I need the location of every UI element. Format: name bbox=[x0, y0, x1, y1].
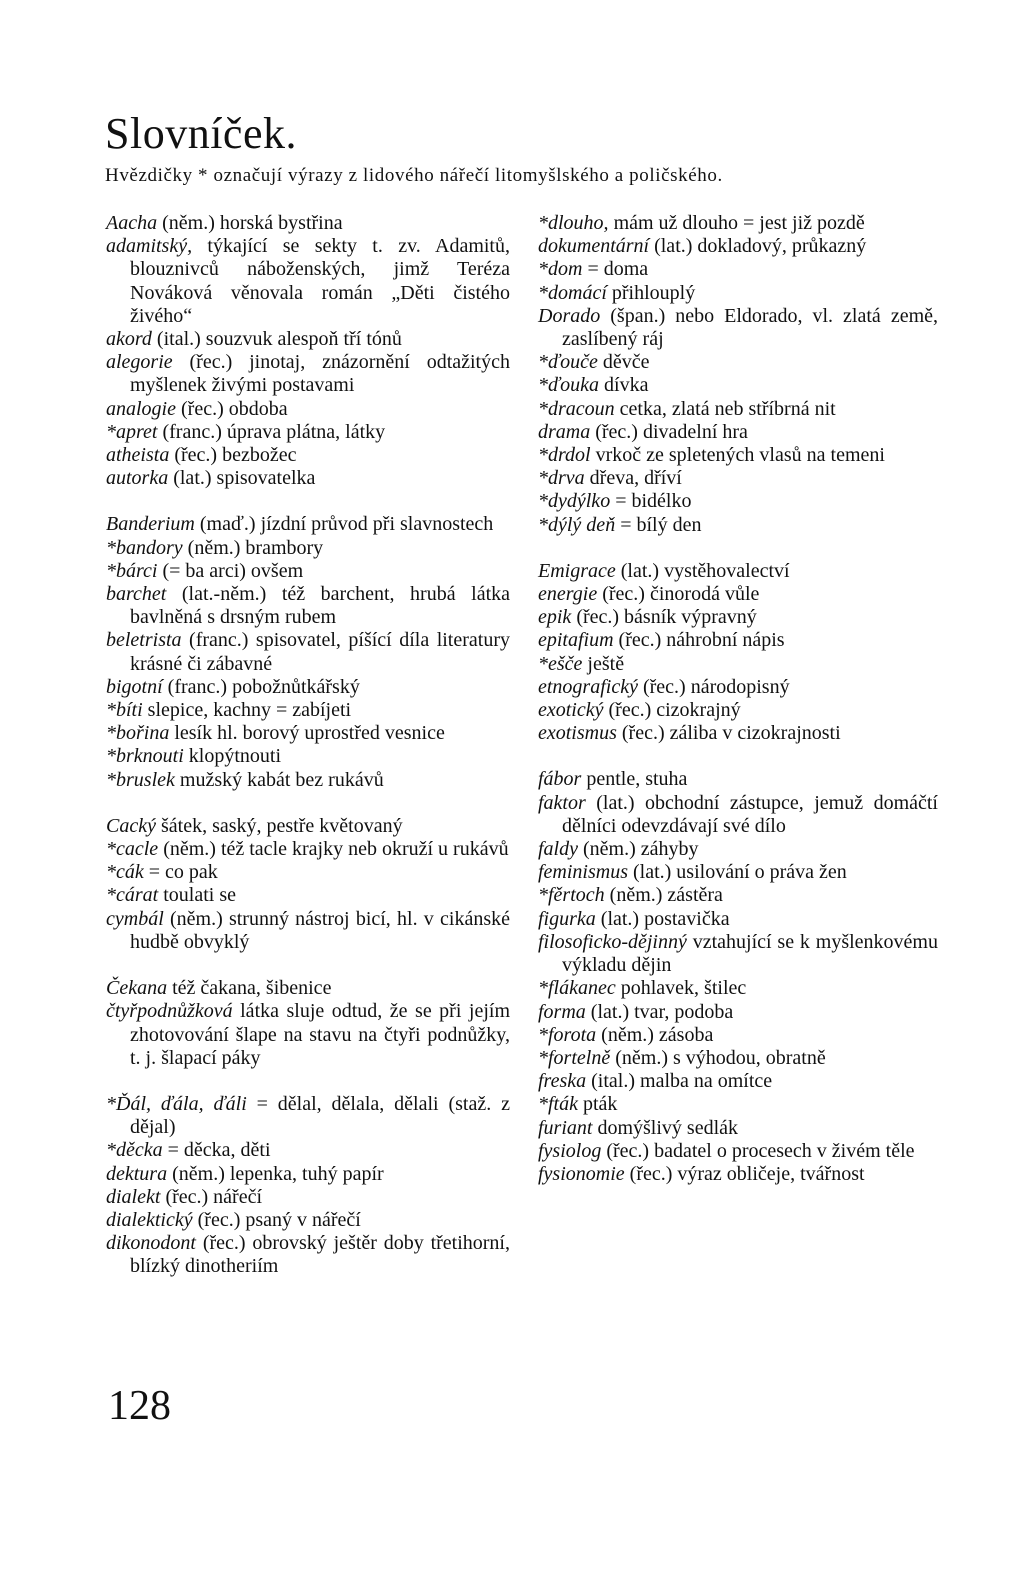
dictionary-entry bbox=[106, 908, 510, 954]
dictionary-entry bbox=[106, 1163, 510, 1186]
headword: *fěrtoch bbox=[538, 884, 605, 907]
dictionary-entry bbox=[106, 1186, 510, 1209]
definition: vztahující se k myšlenkovému výkladu dějin bbox=[562, 930, 938, 977]
headword: *dydýlko bbox=[538, 490, 611, 513]
headword: Cacký bbox=[106, 814, 156, 837]
definition: = dělal, dělala, dělali (staž. z dějal) bbox=[130, 1092, 510, 1139]
definition: dívka bbox=[599, 374, 649, 397]
entry-group bbox=[538, 560, 938, 746]
definition: pták bbox=[578, 1093, 618, 1116]
dictionary-entry bbox=[538, 1117, 938, 1140]
dictionary-entry bbox=[106, 328, 510, 351]
definition: toulati se bbox=[158, 884, 236, 907]
headword: *bořina bbox=[106, 722, 170, 745]
definition: ještě bbox=[582, 652, 625, 675]
headword: *dýlý deň bbox=[538, 513, 616, 536]
definition: (něm.) lepenka, tuhý papír bbox=[167, 1162, 384, 1185]
dictionary-entry bbox=[538, 374, 938, 397]
dictionary-entry bbox=[538, 421, 938, 444]
headword: *domácí bbox=[538, 281, 607, 304]
dictionary-entry bbox=[106, 676, 510, 699]
headword: Banderium bbox=[106, 513, 195, 536]
definition: (řec.) činorodá vůle bbox=[597, 583, 760, 606]
definition: dřeva, dříví bbox=[584, 467, 682, 490]
entry-group bbox=[538, 768, 938, 1186]
dictionary-entry bbox=[538, 884, 938, 907]
dictionary-entry bbox=[106, 235, 510, 328]
definition: (něm.) záhyby bbox=[578, 838, 699, 861]
dictionary-entry bbox=[538, 514, 938, 537]
dictionary-entry bbox=[106, 1139, 510, 1162]
definition: (lat.-něm.) též barchent, hrubá látka bavlněná s drsným rubem bbox=[130, 583, 510, 629]
definition: (řec.) bezbožec bbox=[169, 444, 297, 467]
definition: = bílý den bbox=[615, 513, 702, 536]
definition: (něm.) s výhodou, obratně bbox=[610, 1046, 826, 1069]
definition: (řec.) cizokrajný bbox=[603, 699, 741, 722]
dictionary-entry bbox=[106, 884, 510, 907]
headword: dikonodont bbox=[106, 1232, 196, 1255]
headword: feminismus bbox=[538, 861, 628, 884]
dictionary-entry bbox=[538, 1047, 938, 1070]
headword: barchet bbox=[106, 583, 167, 606]
definition: děvče bbox=[597, 351, 650, 374]
dictionary-entry bbox=[538, 676, 938, 699]
dictionary-entry bbox=[106, 722, 510, 745]
definition: mám už dlouho = jest již pozdě bbox=[608, 212, 865, 234]
entry-group bbox=[538, 212, 938, 537]
dictionary-entry bbox=[538, 838, 938, 861]
dictionary-entry bbox=[538, 282, 938, 305]
definition: = co pak bbox=[143, 861, 218, 884]
definition: (lat.) usilování o práva žen bbox=[628, 861, 847, 884]
headword: filosoficko-dějinný bbox=[538, 930, 687, 953]
dictionary-entry bbox=[106, 838, 510, 861]
headword: drama bbox=[538, 420, 591, 443]
dictionary-entry bbox=[106, 629, 510, 675]
dictionary-entry bbox=[538, 583, 938, 606]
headword: *ešče bbox=[538, 652, 583, 675]
headword: *fták bbox=[538, 1093, 578, 1116]
definition: týkající se sekty t. zv. Adamitů, blouznivců náboženských, jimž Teréza Nováková věnovala román „Děti čistého živého“ bbox=[130, 235, 510, 327]
headword: *bárci bbox=[106, 559, 158, 582]
definition: (řec.) psaný v nářečí bbox=[192, 1208, 361, 1231]
definition: přihlouplý bbox=[606, 281, 696, 304]
dictionary-entry bbox=[106, 977, 510, 1000]
dictionary-entry bbox=[106, 861, 510, 884]
definition: (lat.) postavička bbox=[595, 907, 730, 930]
definition: šátek, saský, pestře květovaný bbox=[155, 814, 403, 837]
dictionary-entry bbox=[538, 931, 938, 977]
headword: exotismus bbox=[538, 722, 617, 745]
definition: (něm.) též tacle krajky neb okruží u rukávů bbox=[158, 838, 509, 861]
headword: Dorado bbox=[538, 304, 601, 327]
definition: (něm.) zástěra bbox=[604, 884, 723, 907]
definition: (franc.) úprava plátna, látky bbox=[157, 420, 386, 443]
headword: akord bbox=[106, 328, 152, 351]
definition: (lat.) vystěhovalectví bbox=[615, 559, 790, 582]
headword: faldy bbox=[538, 838, 578, 861]
definition: (špan.) nebo Eldorado, vl. zlatá země, zaslíbený ráj bbox=[562, 304, 938, 351]
dictionary-entry bbox=[538, 606, 938, 629]
definition: (lat.) tvar, podoba bbox=[585, 1000, 734, 1023]
definition: (lat.) obchodní zástupce, jemuž domáčtí dělníci odevzdávají své dílo bbox=[562, 791, 938, 837]
dictionary-entry bbox=[538, 1163, 938, 1186]
dictionary-entry bbox=[538, 629, 938, 652]
page-title: Slovníček. bbox=[105, 109, 297, 158]
headword: čtyřpodnůžková bbox=[106, 1000, 233, 1023]
dictionary-entry bbox=[106, 815, 510, 838]
headword: dektura bbox=[106, 1162, 168, 1185]
dictionary-entry bbox=[538, 977, 938, 1000]
headword: forma bbox=[538, 1000, 586, 1023]
dictionary-entry bbox=[538, 258, 938, 281]
headword: beletrista bbox=[106, 629, 182, 652]
headword: *apret bbox=[106, 420, 158, 443]
definition: (řec.) básník výpravný bbox=[571, 606, 757, 629]
entry-group bbox=[106, 977, 510, 1070]
headword: *dom bbox=[538, 258, 583, 281]
definition: látka sluje odtud, že se při jejím zhotovování šlape na stavu na čtyři podnůžky, t. j. šlapací páky bbox=[130, 1000, 510, 1069]
definition: = doma bbox=[582, 258, 649, 281]
dictionary-entry bbox=[538, 351, 938, 374]
definition: (řec.) výraz obličeje, tvářnost bbox=[624, 1162, 865, 1185]
headword: autorka bbox=[106, 467, 169, 490]
dictionary-entry bbox=[106, 699, 510, 722]
dictionary-entry bbox=[538, 1140, 938, 1163]
entry-group bbox=[106, 513, 510, 791]
dictionary-entry bbox=[106, 560, 510, 583]
headword: bigotní bbox=[106, 675, 163, 698]
definition: též čakana, šibenice bbox=[167, 977, 332, 1000]
definition: (= ba arci) ovšem bbox=[157, 559, 304, 582]
headword: fysionomie bbox=[538, 1162, 625, 1185]
dictionary-entry bbox=[538, 235, 938, 258]
dictionary-entry bbox=[538, 1093, 938, 1116]
headword: epik bbox=[538, 606, 572, 629]
dictionary-entry bbox=[538, 1070, 938, 1093]
definition: (řec.) divadelní hra bbox=[590, 420, 748, 443]
headword: Aacha bbox=[106, 212, 158, 234]
dictionary-entry bbox=[106, 537, 510, 560]
definition: (řec.) obrovský ještěr doby třetihorní, blízký dinotheriím bbox=[130, 1232, 510, 1278]
definition: (řec.) obdoba bbox=[176, 397, 288, 420]
headword: dialektický bbox=[106, 1208, 193, 1231]
headword: *děcka bbox=[106, 1139, 163, 1162]
dictionary-entry bbox=[106, 769, 510, 792]
definition: = bidélko bbox=[610, 490, 692, 513]
definition: (něm.) brambory bbox=[182, 536, 324, 559]
headword: atheista bbox=[106, 444, 170, 467]
dictionary-entry bbox=[106, 1232, 510, 1278]
definition: (řec.) náhrobní nápis bbox=[613, 629, 785, 652]
dictionary-entry bbox=[106, 583, 510, 629]
dictionary-entry bbox=[538, 467, 938, 490]
headword: Emigrace bbox=[538, 559, 616, 582]
headword: *cárat bbox=[106, 884, 159, 907]
definition: klopýtnouti bbox=[183, 745, 282, 768]
dictionary-entry bbox=[538, 490, 938, 513]
definition: (franc.) spisovatel, píšící díla literatury krásné či zábavné bbox=[130, 629, 510, 675]
dictionary-entry bbox=[538, 861, 938, 884]
dictionary-entry bbox=[538, 699, 938, 722]
definition: (něm.) strunný nástroj bicí, hl. v cikánské hudbě obvyklý bbox=[130, 907, 510, 953]
definition: (ital.) souzvuk alespoň tří tónů bbox=[151, 328, 402, 351]
headword: furiant bbox=[538, 1116, 593, 1139]
entry-group bbox=[106, 212, 510, 490]
right-column bbox=[538, 212, 938, 1209]
headword: fysiolog bbox=[538, 1139, 602, 1162]
headword: *ďouka bbox=[538, 374, 600, 397]
headword: etnografický bbox=[538, 675, 638, 698]
definition: = děcka, děti bbox=[162, 1139, 271, 1162]
dictionary-entry bbox=[538, 398, 938, 421]
dictionary-entry bbox=[538, 444, 938, 467]
headword: figurka bbox=[538, 907, 596, 930]
headword: cymbál bbox=[106, 907, 164, 930]
dictionary-entry bbox=[106, 1000, 510, 1070]
definition: (něm.) horská bystřina bbox=[157, 212, 343, 234]
headword: analogie bbox=[106, 397, 176, 420]
headword: *forota bbox=[538, 1023, 597, 1046]
definition: lesík hl. borový uprostřed vesnice bbox=[169, 722, 445, 745]
headword: epitafium bbox=[538, 629, 614, 652]
headword: Čekana bbox=[106, 977, 168, 1000]
dictionary-entry bbox=[106, 444, 510, 467]
definition: (řec.) badatel o procesech v živém těle bbox=[601, 1139, 915, 1162]
dictionary-entry bbox=[106, 745, 510, 768]
dictionary-entry bbox=[106, 467, 510, 490]
definition: slepice, kachny = zabíjeti bbox=[142, 699, 352, 722]
headword: *fortelně bbox=[538, 1046, 611, 1069]
dictionary-entry bbox=[538, 305, 938, 351]
definition: pohlavek, štilec bbox=[615, 977, 747, 1000]
dictionary-entry bbox=[538, 792, 938, 838]
dictionary-entry bbox=[106, 1093, 510, 1139]
headword: *brknouti bbox=[106, 745, 184, 768]
dictionary-entry bbox=[538, 212, 938, 235]
dictionary-entry bbox=[538, 768, 938, 791]
headword: *bandory bbox=[106, 536, 183, 559]
dictionary-entry bbox=[106, 398, 510, 421]
headword: dialekt bbox=[106, 1185, 161, 1208]
headword: *drdol bbox=[538, 444, 591, 467]
headword: *cacle bbox=[106, 838, 159, 861]
definition: (maď.) jízdní průvod při slavnostech bbox=[194, 513, 494, 536]
definition: cetka, zlatá neb stříbrná nit bbox=[614, 397, 836, 420]
headword: *bruslek bbox=[106, 768, 175, 791]
dictionary-entry bbox=[106, 421, 510, 444]
headword: faktor bbox=[538, 791, 586, 814]
definition: pentle, stuha bbox=[581, 768, 688, 791]
definition: (ital.) malba na omítce bbox=[586, 1070, 773, 1093]
headword: exotický bbox=[538, 699, 604, 722]
headword: *flákanec bbox=[538, 977, 616, 1000]
headword: *cák bbox=[106, 861, 144, 884]
dictionary-entry bbox=[538, 653, 938, 676]
dictionary-entry bbox=[106, 351, 510, 397]
headword: dokumentární bbox=[538, 235, 650, 258]
dictionary-entry bbox=[106, 1209, 510, 1232]
dictionary-entry bbox=[538, 908, 938, 931]
definition: (řec.) záliba v cizokrajnosti bbox=[616, 722, 841, 745]
page-number: 128 bbox=[108, 1383, 171, 1429]
definition: (něm.) zásoba bbox=[596, 1023, 714, 1046]
dictionary-entry bbox=[538, 560, 938, 583]
headword: adamitský, bbox=[106, 235, 193, 258]
dictionary-entry bbox=[538, 1001, 938, 1024]
headword: energie bbox=[538, 583, 598, 606]
headword: *dracoun bbox=[538, 397, 615, 420]
headword: freska bbox=[538, 1070, 587, 1093]
headword: *Ďál, ďála, ďáli bbox=[106, 1092, 247, 1115]
dictionary-entry bbox=[538, 1024, 938, 1047]
headword: *dlouho, bbox=[538, 212, 609, 234]
definition: domýšlivý sedlák bbox=[592, 1116, 738, 1139]
definition: (řec.) nářečí bbox=[160, 1185, 263, 1208]
definition: mužský kabát bez rukávů bbox=[174, 768, 384, 791]
headword: alegorie bbox=[106, 351, 173, 374]
definition: (řec.) národopisný bbox=[637, 675, 790, 698]
definition: vrkoč ze spletených vlasů na temeni bbox=[590, 444, 885, 467]
headword: *drva bbox=[538, 467, 585, 490]
definition: (lat.) dokladový, průkazný bbox=[649, 235, 867, 258]
left-column bbox=[106, 212, 510, 1302]
dictionary-entry bbox=[106, 513, 510, 536]
headword: *bíti bbox=[106, 699, 143, 722]
headword: fábor bbox=[538, 768, 582, 791]
page-subtitle: Hvězdičky * označují výrazy z lidového nářečí litomyšlského a poličského. bbox=[105, 165, 723, 186]
definition: (řec.) jinotaj, znázornění odtažitých myšlenek živými postavami bbox=[130, 351, 510, 397]
entry-group bbox=[106, 815, 510, 954]
dictionary-entry bbox=[538, 722, 938, 745]
entry-group bbox=[106, 1093, 510, 1279]
definition: (franc.) pobožnůtkářský bbox=[162, 675, 360, 698]
definition: (lat.) spisovatelka bbox=[168, 467, 316, 490]
dictionary-entry bbox=[106, 212, 510, 235]
headword: *ďouče bbox=[538, 351, 598, 374]
